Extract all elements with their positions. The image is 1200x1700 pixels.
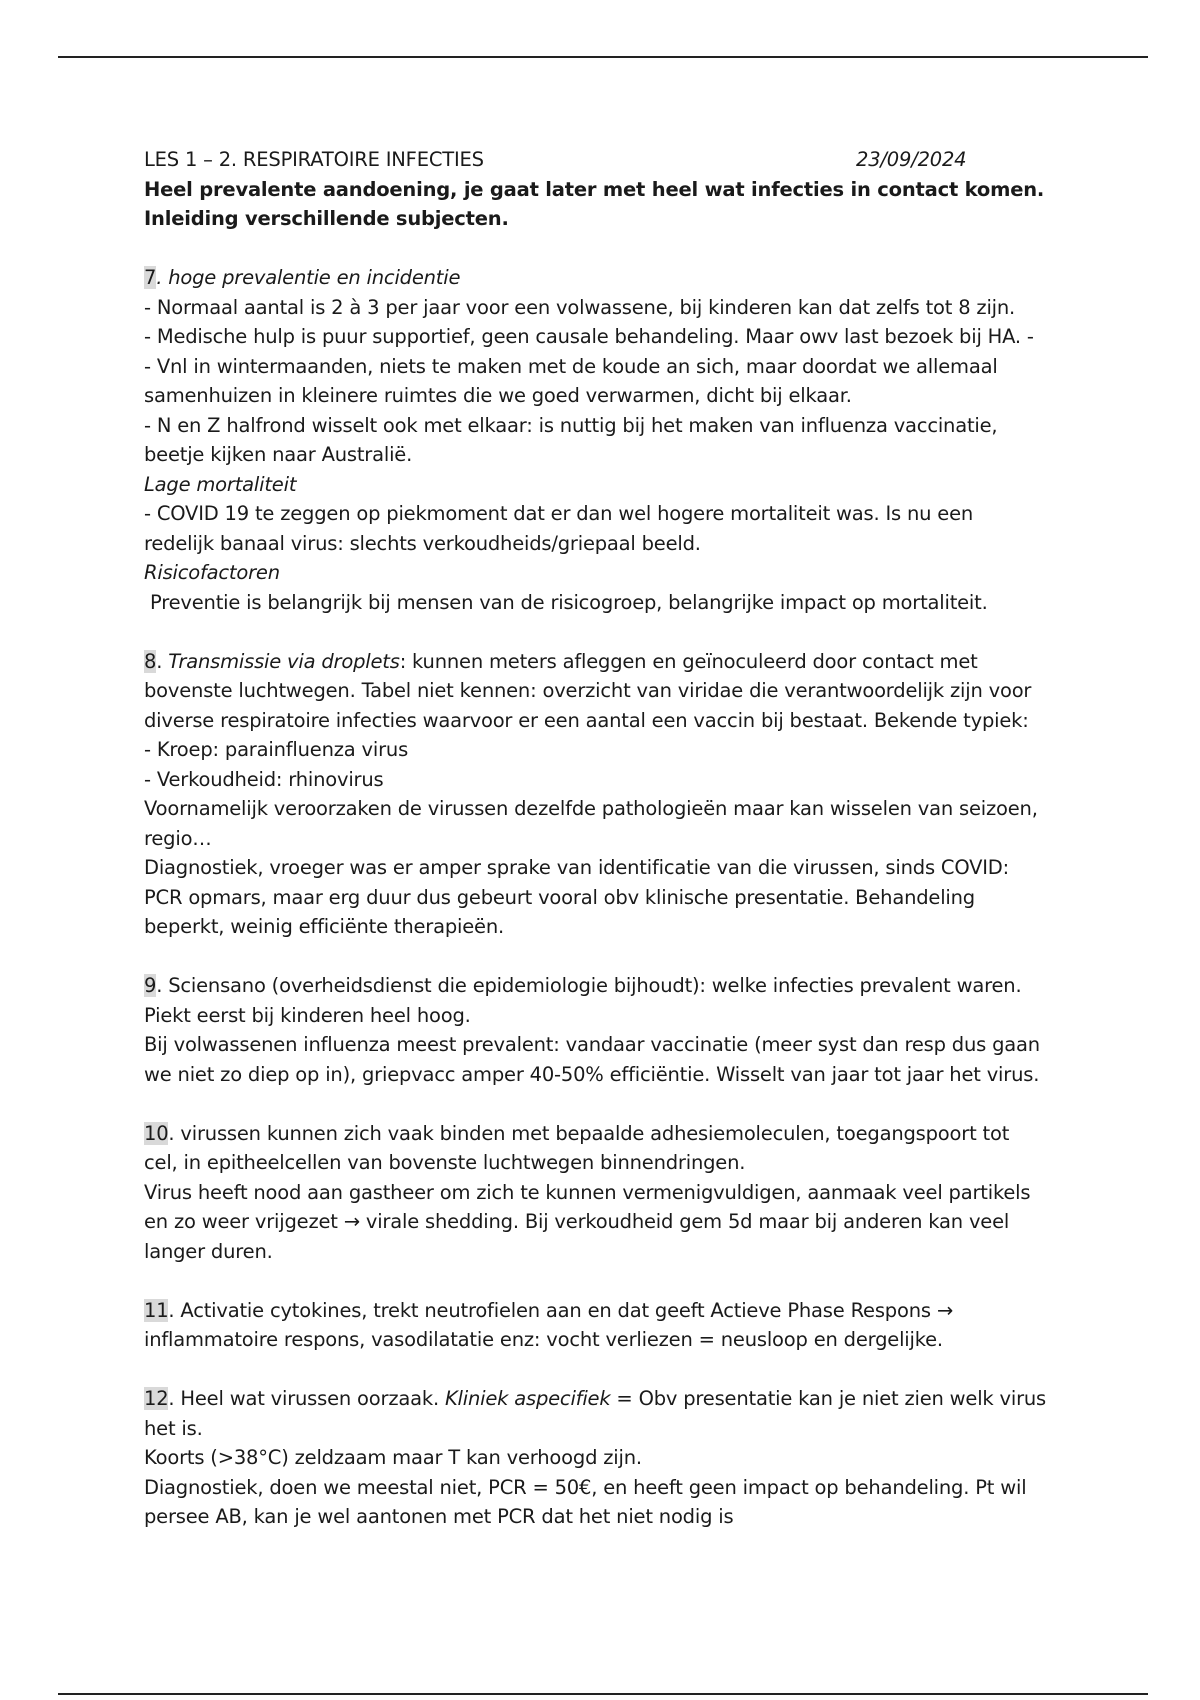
text-fragment: . Heel wat virussen oorzaak. bbox=[168, 1387, 445, 1410]
text-line: het is. bbox=[144, 1416, 203, 1440]
section-7 bbox=[144, 263, 1064, 617]
lesson-title: LES 1 – 2. RESPIRATOIRE INFECTIES bbox=[144, 148, 484, 171]
document-body bbox=[144, 145, 1064, 1532]
section-12 bbox=[144, 1384, 1064, 1532]
section-10 bbox=[144, 1119, 1064, 1267]
slide-number: 8 bbox=[144, 649, 157, 673]
text-line: diverse respiratoire infecties waarvoor er een aantal een vaccin bij bestaat. Bekende typiek: bbox=[144, 708, 1029, 732]
slide-number: 12 bbox=[144, 1387, 169, 1410]
text-line: Voornamelijk veroorzaken de virussen dezelfde pathologieën maar kan wisselen van seizoen, bbox=[144, 797, 1038, 820]
text-line: - Medische hulp is puur supportief, geen causale behandeling. Maar owv last bezoek bij HA. - bbox=[144, 325, 1034, 348]
text-fragment: = Obv presentatie kan je niet zien welk virus bbox=[610, 1387, 1047, 1410]
document-header bbox=[144, 145, 1064, 175]
text-line: inflammatoire respons, vasodilatatie enz: vocht verliezen = neusloop en dergelijke. bbox=[144, 1328, 943, 1351]
emphasis-text: Transmissie via droplets bbox=[168, 649, 400, 673]
slide-number: 11 bbox=[144, 1298, 169, 1322]
top-rule bbox=[58, 56, 1148, 58]
text-line: cel, in epitheelcellen van bovenste luchtwegen binnendringen. bbox=[144, 1151, 746, 1174]
text-line: beperkt, weinig efficiënte therapieën. bbox=[144, 915, 505, 938]
text-line: Virus heeft nood aan gastheer om zich te kunnen vermenigvuldigen, aanmaak veel partikels bbox=[144, 1180, 1031, 1204]
text-line: Diagnostiek, doen we meestal niet, PCR = 50€, en heeft geen impact op behandeling. Pt wil bbox=[144, 1475, 1027, 1499]
section-heading: . hoge prevalentie en incidentie bbox=[156, 266, 461, 289]
intro-line: Heel prevalente aandoening, je gaat later met heel wat infecties in contact komen. bbox=[144, 177, 1045, 201]
slide-number: 10 bbox=[144, 1121, 169, 1145]
text-fragment: . virussen kunnen zich vaak binden met bepaalde adhesiemoleculen, toegangspoort tot bbox=[168, 1121, 1010, 1145]
text-line: bovenste luchtwegen. Tabel niet kennen: overzicht van viridae die verantwoordelijk zijn voor bbox=[144, 679, 1032, 702]
text-line: beetje kijken naar Australië. bbox=[144, 443, 413, 466]
section-8 bbox=[144, 647, 1064, 942]
text-line: persee AB, kan je wel aantonen met PCR dat het niet nodig is bbox=[144, 1505, 734, 1528]
text-line: Koorts (>38°C) zeldzaam maar T kan verhoogd zijn. bbox=[144, 1446, 642, 1469]
lesson-date: 23/09/2024 bbox=[856, 148, 967, 171]
intro-line: Inleiding verschillende subjecten. bbox=[144, 207, 509, 230]
text-line: Preventie is belangrijk bij mensen van de risicogroep, belangrijke impact op mortaliteit. bbox=[144, 590, 988, 614]
slide-number: 7 bbox=[144, 266, 157, 289]
text-fragment: . bbox=[156, 649, 169, 673]
text-line: - Normaal aantal is 2 à 3 per jaar voor een volwassene, bij kinderen kan dat zelfs tot 8 zijn. bbox=[144, 295, 1016, 319]
text-line: - Vnl in wintermaanden, niets te maken met de koude an sich, maar doordat we allemaal bbox=[144, 354, 998, 378]
emphasis-text: Kliniek aspecifiek bbox=[444, 1387, 611, 1410]
text-fragment: . Sciensano (overheidsdienst die epidemiologie bijhoudt): welke infecties prevalent waren. bbox=[156, 974, 1022, 997]
slide-number: 9 bbox=[144, 974, 157, 997]
text-line: en zo weer vrijgezet → virale shedding. Bij verkoudheid gem 5d maar bij anderen kan veel bbox=[144, 1210, 1010, 1233]
text-line: Piekt eerst bij kinderen heel hoog. bbox=[144, 1003, 471, 1027]
text-line: - Kroep: parainfluenza virus bbox=[144, 738, 409, 761]
text-line: PCR opmars, maar erg duur dus gebeurt vooral obv klinische presentatie. Behandeling bbox=[144, 885, 975, 909]
text-fragment: : kunnen meters afleggen en geïnoculeerd door contact met bbox=[399, 649, 978, 673]
text-fragment: . Activatie cytokines, trekt neutrofielen aan en dat geeft Actieve Phase Respons → bbox=[168, 1298, 953, 1322]
text-line: - Verkoudheid: rhinovirus bbox=[144, 767, 384, 791]
text-line: Diagnostiek, vroeger was er amper sprake van identificatie van die virussen, sinds COVID: bbox=[144, 856, 1009, 879]
bottom-rule bbox=[58, 1693, 1148, 1695]
text-line: we niet zo diep op in), griepvacc amper 40-50% efficiëntie. Wisselt van jaar tot jaar het virus. bbox=[144, 1062, 1040, 1086]
text-line: - COVID 19 te zeggen op piekmoment dat er dan wel hogere mortaliteit was. Is nu een bbox=[144, 502, 974, 525]
text-line: Bij volwassenen influenza meest prevalent: vandaar vaccinatie (meer syst dan resp dus gaan bbox=[144, 1033, 1040, 1056]
text-line: - N en Z halfrond wisselt ook met elkaar: is nuttig bij het maken van influenza vaccinatie, bbox=[144, 413, 998, 437]
section-11 bbox=[144, 1296, 1064, 1355]
section-9 bbox=[144, 971, 1064, 1089]
subheading: Lage mortaliteit bbox=[144, 472, 297, 496]
text-line: redelijk banaal virus: slechts verkoudheids/griepaal beeld. bbox=[144, 531, 701, 555]
text-line: langer duren. bbox=[144, 1239, 273, 1263]
text-line: regio… bbox=[144, 826, 212, 850]
subheading: Risicofactoren bbox=[144, 561, 280, 584]
text-line: samenhuizen in kleinere ruimtes die we goed verwarmen, dicht bij elkaar. bbox=[144, 384, 852, 407]
